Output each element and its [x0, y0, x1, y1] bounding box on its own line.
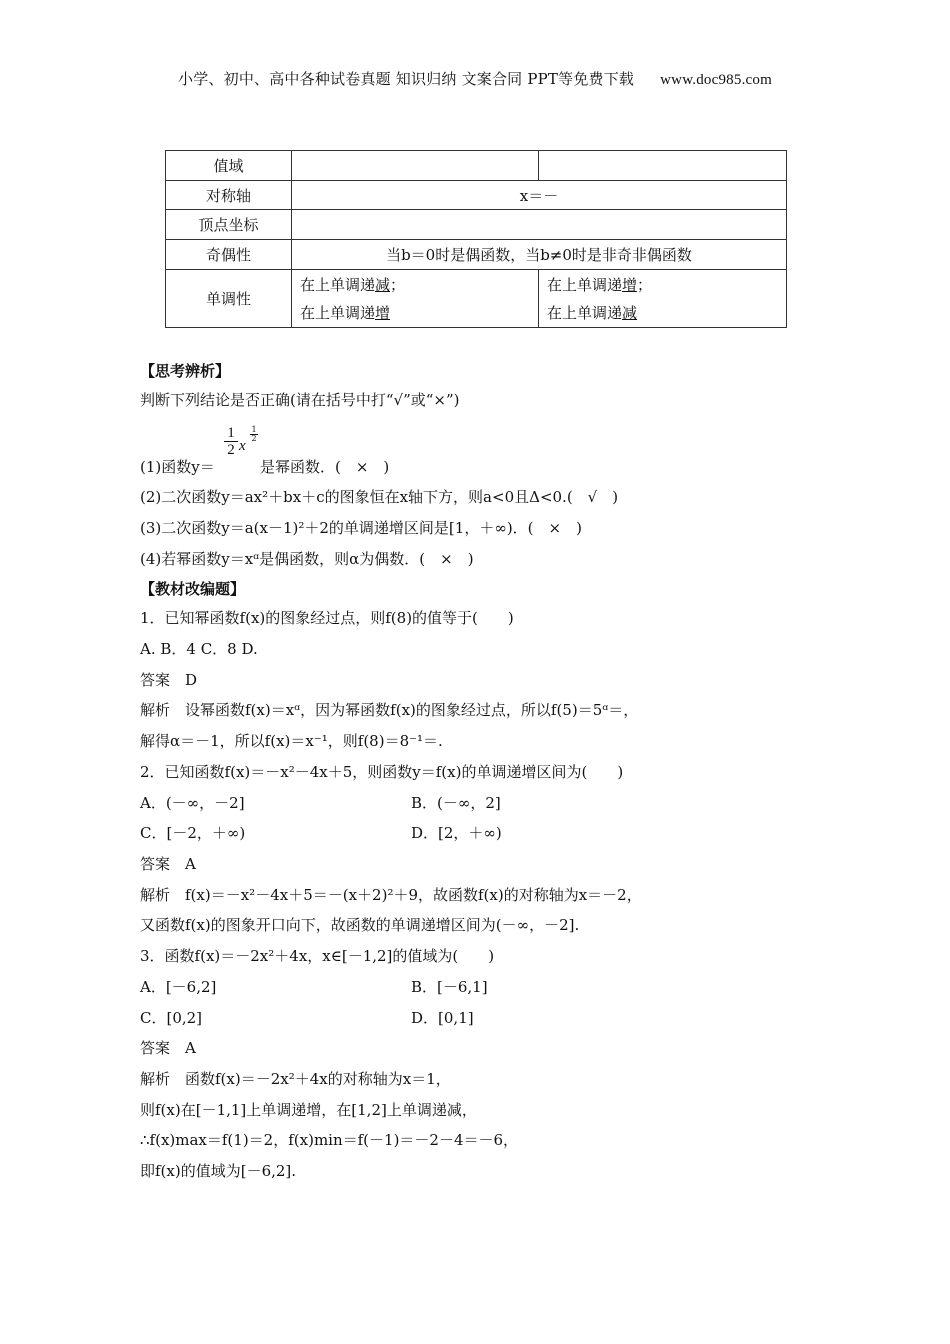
page-header [0, 68, 950, 89]
range-label: 值域 [166, 151, 292, 181]
think-intro: 判断下列结论是否正确(请在括号中打“√”或“×”) [140, 391, 460, 409]
p3-solution-1: 解析 函数f(x)＝－2x²＋4x的对称轴为x＝1， [140, 1070, 451, 1088]
parity-value: 当b＝0时是偶函数，当b≠0时是非奇非偶函数 [292, 240, 787, 270]
properties-table [165, 150, 787, 328]
think-q3: (3)二次函数y＝a(x－1)²＋2的单调递增区间是[1，＋∞)．( × ) [140, 519, 582, 537]
p1-options: A. B．4 C．8 D. [140, 640, 258, 658]
think-q1-a: (1)函数y＝ [140, 458, 215, 476]
fraction-x: x [239, 438, 246, 454]
p3-solution-2: 则f(x)在[－1,1]上单调递增，在[1,2]上单调递减， [140, 1101, 477, 1119]
think-q2: (2)二次函数y＝ax²＋bx＋c的图象恒在x轴下方，则a<0且Δ<0.( √ ) [140, 488, 619, 506]
p3-option-c: C．[0,2] [140, 1009, 203, 1027]
textbook-heading: 【教材改编题】 [140, 580, 246, 598]
p2-option-b: B．(－∞，2] [411, 794, 501, 812]
vertex-value [292, 210, 787, 240]
exponent-fraction: 1 2 [251, 425, 257, 443]
p1-solution-2: 解得α＝－1，所以f(x)＝x⁻¹，则f(8)＝8⁻¹＝. [140, 732, 443, 750]
p3-question: 3．函数f(x)＝－2x²＋4x，x∈[－1,2]的值域为( ) [140, 947, 495, 965]
p2-option-a: A．(－∞，－2] [140, 794, 245, 812]
p1-answer: 答案 D [140, 671, 198, 689]
p3-solution-4: 即f(x)的值域为[－6,2]. [140, 1162, 297, 1180]
p3-answer: 答案 A [140, 1039, 196, 1057]
p3-option-a: A．[－6,2] [140, 978, 217, 996]
think-q4: (4)若幂函数y＝xᵅ是偶函数，则α为偶数．( × ) [140, 550, 474, 568]
axis-value: x＝－ [292, 181, 787, 210]
vertex-label: 顶点坐标 [166, 210, 292, 240]
range-cell-b [539, 151, 787, 181]
p3-option-d: D．[0,1] [411, 1009, 474, 1027]
think-heading: 【思考辨析】 [140, 362, 231, 380]
p2-question: 2．已知函数f(x)＝－x²－4x＋5，则函数y＝f(x)的单调递增区间为( ) [140, 763, 624, 781]
p1-solution-1: 解析 设幂函数f(x)＝xᵅ，因为幂函数f(x)的图象经过点，所以f(5)＝5ᵅ＝， [140, 701, 639, 719]
p1-question: 1．已知幂函数f(x)的图象经过点，则f(8)的值等于( ) [140, 609, 514, 627]
axis-label: 对称轴 [166, 181, 292, 210]
fraction-half: $\frac{1}{2}$ [224, 425, 238, 458]
p2-solution-2: 又函数f(x)的图象开口向下，故函数的单调递增区间为(－∞，－2]. [140, 916, 580, 934]
mono-cell-a: 在上单调递减； 在上单调递增 [292, 270, 539, 328]
header-site: www.doc985.com [660, 72, 772, 88]
p2-option-c: C．[－2，＋∞) [140, 824, 246, 842]
range-cell-a [292, 151, 539, 181]
p2-option-d: D．[2，＋∞) [411, 824, 502, 842]
header-text: 小学、初中、高中各种试卷真题 知识归纳 文案合同 PPT等免费下载 [178, 70, 635, 88]
mono-label: 单调性 [166, 270, 292, 328]
parity-label: 奇偶性 [166, 240, 292, 270]
think-q1-b: 是幂函数．( × ) [260, 458, 390, 476]
p2-solution-1: 解析 f(x)＝－x²－4x＋5＝－(x＋2)²＋9，故函数f(x)的对称轴为x＝－2， [140, 886, 642, 904]
p3-option-b: B．[－6,1] [411, 978, 488, 996]
p2-answer: 答案 A [140, 855, 196, 873]
mono-cell-b: 在上单调递增； 在上单调递减 [539, 270, 787, 328]
p3-solution-3: ∴f(x)max＝f(1)＝2，f(x)min＝f(－1)＝－2－4＝－6， [140, 1131, 519, 1149]
